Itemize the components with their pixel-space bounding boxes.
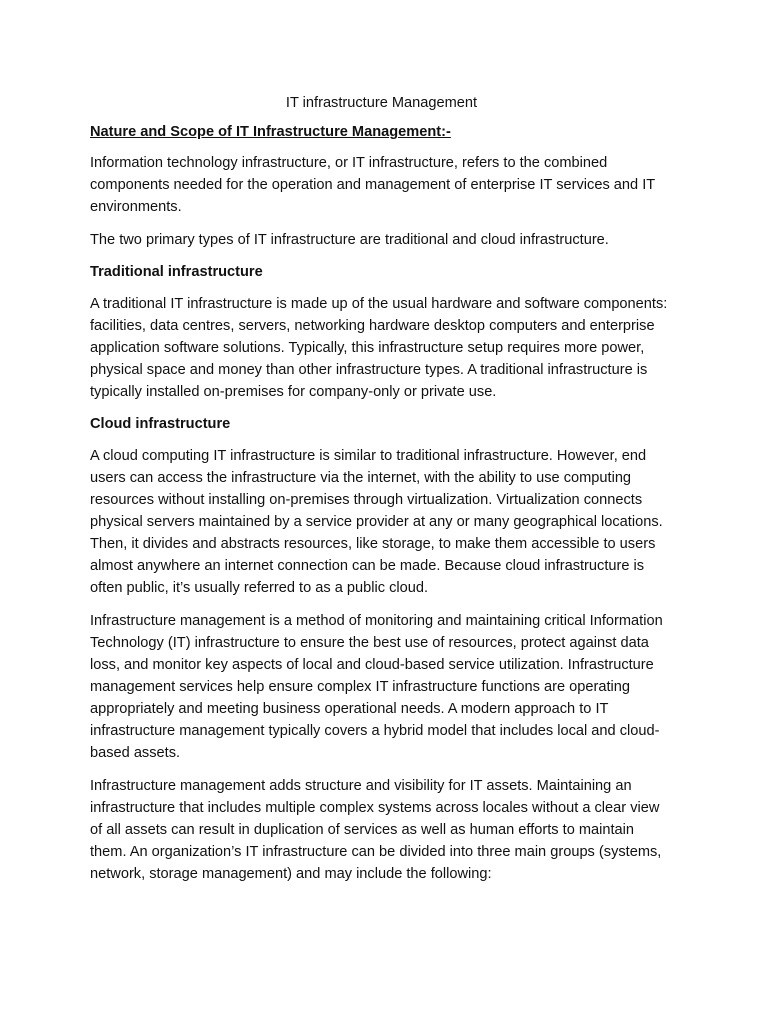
intro-paragraph: Information technology infrastructure, or IT infrastructure, refers to the combined components needed for the operation and management of enterprise IT services and IT environments.: [90, 155, 655, 215]
document-title: IT infrastructure Management: [285, 95, 478, 111]
structure-paragraph: Infrastructure management adds structure and visibility for IT assets. Maintaining an infrastructure that includes multiple complex systems across locales without a clear view of all assets can result in duplication of services as well as human efforts to maintain them. An organization’s IT infrastructure can be divided into three main groups (systems, network, storage management) and may include the following:: [90, 778, 662, 882]
traditional-heading: Traditional infrastructure: [90, 264, 263, 280]
cloud-heading: Cloud infrastructure: [90, 416, 231, 432]
types-paragraph: The two primary types of IT infrastructure are traditional and cloud infrastructure.: [90, 232, 609, 248]
section-heading: Nature and Scope of IT Infrastructure Management:-: [90, 124, 451, 140]
cloud-paragraph: A cloud computing IT infrastructure is similar to traditional infrastructure. However, end users can access the infrastructure via the internet, with the ability to use computing resources without installing on-premises through virtualization. Virtualization connects physical servers maintained by a service provider at any or many geographical locations. Then, it divides and abstracts resources, like storage, to make them accessible to users almost anywhere an internet connection can be made. Because cloud infrastructure is often public, it’s usually referred to as a public cloud.: [90, 448, 663, 596]
management-paragraph: Infrastructure management is a method of monitoring and maintaining critical Information Technology (IT) infrastructure to ensure the best use of resources, protect against data loss, and monitor key aspects of local and cloud-based service utilization. Infrastructure management services help ensure complex IT infrastructure functions are operating appropriately and meeting business operational needs. A modern approach to IT infrastructure management typically covers a hybrid model that includes local and cloud-based assets.: [90, 613, 663, 761]
traditional-paragraph: A traditional IT infrastructure is made up of the usual hardware and software components: facilities, data centres, servers, networking hardware desktop computers and enterprise application software solutions. Typically, this infrastructure setup requires more power, physical space and money than other infrastructure types. A traditional infrastructure is typically installed on-premises for company-only or private use.: [90, 296, 668, 400]
